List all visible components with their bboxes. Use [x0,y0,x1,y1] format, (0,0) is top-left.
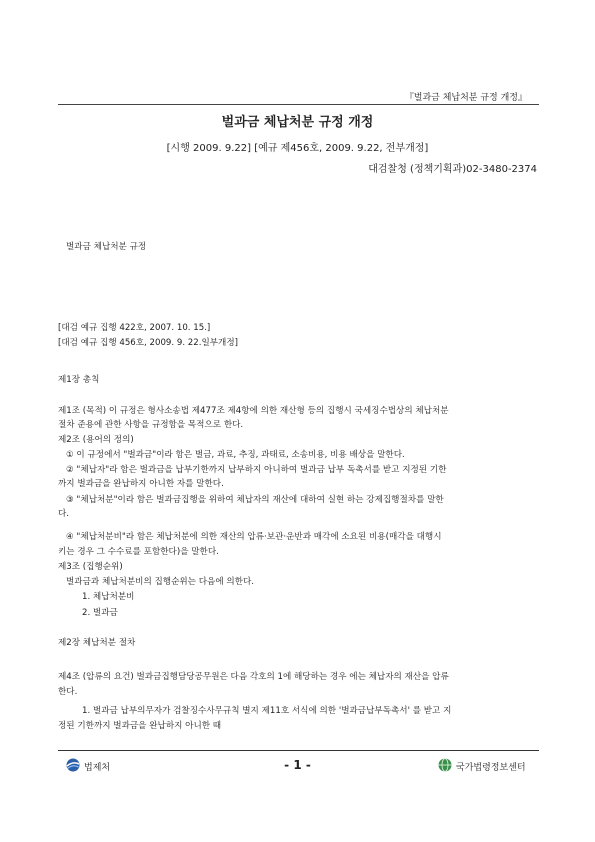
enforcement-info: [시행 2009. 9.22] [예규 제456호, 2009. 9.22, 전부개정] [166,143,429,154]
article-1-line: 제1조 (목적) 이 규정은 형사소송법 제477조 제4항에 의한 재산형 등의 집행시 국세징수법상의 체납처분 [58,406,449,416]
article-2-item: ④ "체납처분비"라 함은 체납처분에 의한 재산의 압류·보관·운반과 매각에 소요된 비용(매각을 대행시 [66,532,442,542]
footer-left-label: 법제처 [84,763,111,773]
article-2-item: ① 이 규정에서 "벌과금"이라 함은 벌금, 과료, 추징, 과태료, 소송비용, 비용 배상을 말한다. [66,450,405,460]
article-2-item: 다. [58,509,70,519]
document-tag: 『벌과금 체납처분 규정 개정』 [404,93,527,103]
article-2-item: ③ "체납처분"이라 함은 벌과금집행을 위하여 체납자의 재산에 대하여 실현 하는 강제집행절차를 말한 [66,495,444,505]
footer-right-label: 국가법령정보센터 [456,763,526,773]
document-title: 벌과금 체납처분 규정 개정 [221,115,374,130]
footer-divider [58,750,539,751]
article-3-line: 벌과금과 체납처분비의 집행순위는 다음에 의한다. [66,577,254,587]
article-2-item: 까지 벌과금을 완납하지 아니한 자를 말한다. [58,479,224,489]
header-divider [58,104,539,105]
article-2-title: 제2조 (용어의 정의) [58,435,134,445]
chapter-heading: 제1장 총칙 [58,375,100,385]
regulation-name: 벌과금 체납처분 규정 [66,242,147,252]
globe-logo-icon [438,758,452,772]
article-2-item: ② "체납자"라 함은 벌과금을 납부기한까지 납부하지 아니하여 벌과금 납부 독촉서를 받고 지정된 기한 [66,465,447,475]
article-3-title: 제3조 (집행순위) [58,562,123,572]
article-4-item: 1. 벌과금 납부의무자가 검찰징수사무규칙 별지 제11호 서식에 의한 '벌과금납부독촉서' 를 받고 지 [82,706,452,716]
article-1-line: 절차 준용에 관한 사항을 규정함을 목적으로 한다. [58,420,244,430]
article-3-list-item: 1. 체납처분비 [82,592,135,602]
article-2-item: 키는 경우 그 수수료를 포함한다)을 말한다. [58,547,219,557]
page-number: - 1 - [284,758,311,772]
contact-info: 대검찰청 (정책기획과)02-3480-2374 [368,164,537,175]
history-line: [대검 예규 집행 422호, 2007. 10. 15.] [58,323,211,333]
chapter-heading: 제2장 체납처분 절차 [58,638,136,648]
article-3-list-item: 2. 벌과금 [82,608,118,618]
history-line: [대검 예규 집행 456호, 2009. 9. 22.일부개정] [58,338,239,348]
article-4-line: 한다. [58,687,78,697]
article-4-item: 정된 기한까지 벌과금을 완납하지 아니한 때 [58,721,222,731]
article-4-line: 제4조 (압류의 요건) 벌과금집행담당공무원은 다음 각호의 1에 해당하는 경우 에는 체납자의 재산을 압류 [58,672,449,682]
